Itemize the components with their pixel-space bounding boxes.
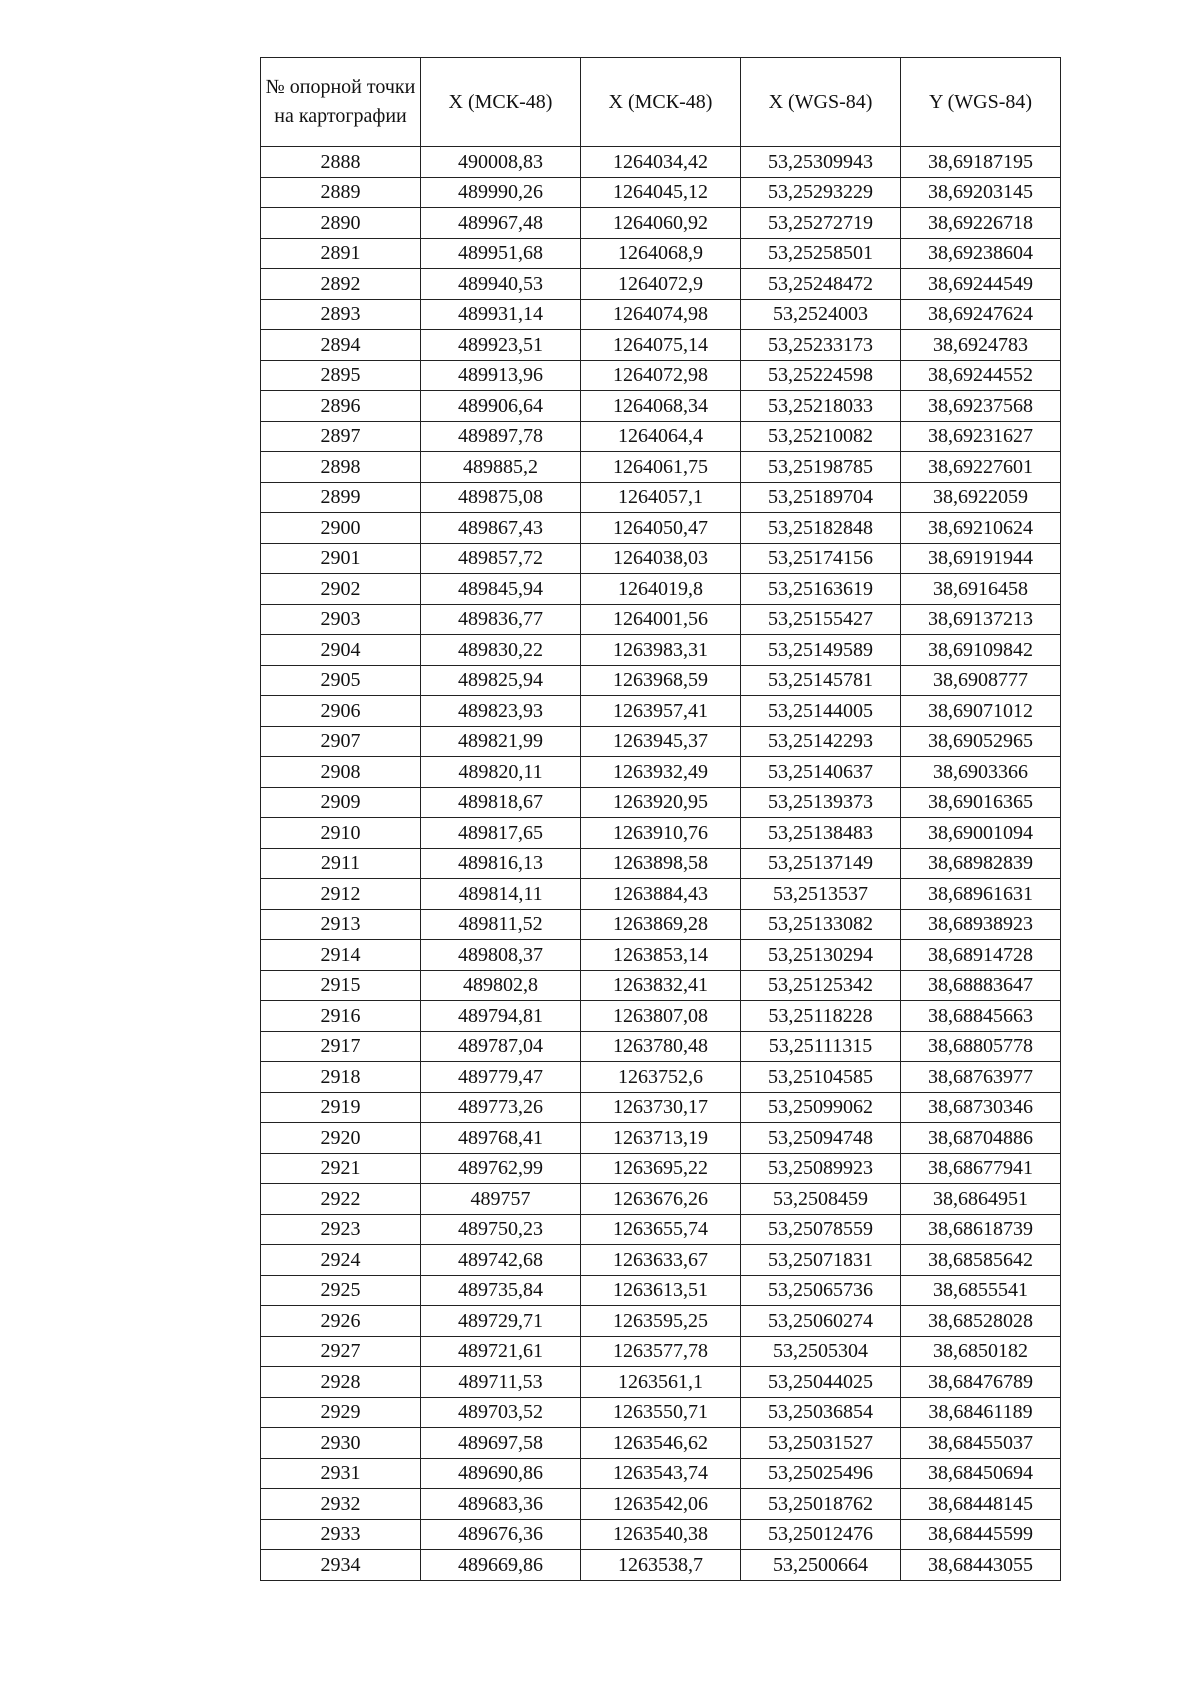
table-row: [261, 818, 1061, 849]
cell-x-msk48: 489951,68: [421, 238, 581, 269]
table-row: [261, 1245, 1061, 1276]
cell-point-number: 2908: [261, 757, 421, 788]
cell-x-msk48: 489794,81: [421, 1001, 581, 1032]
cell-x-wgs84: 53,25293229: [741, 177, 901, 208]
cell-x-msk48: 489817,65: [421, 818, 581, 849]
cell-x-msk48-second: 1263884,43: [581, 879, 741, 910]
cell-x-msk48: 489676,36: [421, 1519, 581, 1550]
cell-x-msk48: 490008,83: [421, 147, 581, 178]
cell-y-wgs84: 38,68982839: [901, 848, 1061, 879]
table-row: [261, 1489, 1061, 1520]
table-row: [261, 1306, 1061, 1337]
cell-x-msk48: 489885,2: [421, 452, 581, 483]
cell-x-msk48: 489990,26: [421, 177, 581, 208]
table-row: [261, 909, 1061, 940]
cell-y-wgs84: 38,68445599: [901, 1519, 1061, 1550]
cell-y-wgs84: 38,69247624: [901, 299, 1061, 330]
table-row: [261, 147, 1061, 178]
cell-x-msk48: 489923,51: [421, 330, 581, 361]
cell-x-msk48-second: 1263676,26: [581, 1184, 741, 1215]
cell-y-wgs84: 38,68455037: [901, 1428, 1061, 1459]
table-row: [261, 848, 1061, 879]
cell-point-number: 2919: [261, 1092, 421, 1123]
cell-y-wgs84: 38,6903366: [901, 757, 1061, 788]
cell-x-wgs84: 53,25174156: [741, 543, 901, 574]
cell-y-wgs84: 38,69052965: [901, 726, 1061, 757]
cell-x-wgs84: 53,25025496: [741, 1458, 901, 1489]
cell-point-number: 2915: [261, 970, 421, 1001]
cell-y-wgs84: 38,69016365: [901, 787, 1061, 818]
table-row: [261, 452, 1061, 483]
cell-x-msk48: 489779,47: [421, 1062, 581, 1093]
cell-point-number: 2888: [261, 147, 421, 178]
cell-x-msk48-second: 1263633,67: [581, 1245, 741, 1276]
cell-x-wgs84: 53,25224598: [741, 360, 901, 391]
cell-y-wgs84: 38,68528028: [901, 1306, 1061, 1337]
cell-point-number: 2921: [261, 1153, 421, 1184]
cell-x-msk48-second: 1263832,41: [581, 970, 741, 1001]
cell-y-wgs84: 38,69231627: [901, 421, 1061, 452]
table-row: [261, 1550, 1061, 1581]
cell-x-msk48: 489773,26: [421, 1092, 581, 1123]
cell-x-msk48-second: 1263550,71: [581, 1397, 741, 1428]
cell-x-wgs84: 53,25145781: [741, 665, 901, 696]
table-row: [261, 604, 1061, 635]
cell-x-wgs84: 53,25118228: [741, 1001, 901, 1032]
cell-point-number: 2930: [261, 1428, 421, 1459]
cell-x-msk48-second: 1264038,03: [581, 543, 741, 574]
cell-x-wgs84: 53,25099062: [741, 1092, 901, 1123]
cell-x-msk48-second: 1264072,98: [581, 360, 741, 391]
cell-x-wgs84: 53,25071831: [741, 1245, 901, 1276]
cell-point-number: 2901: [261, 543, 421, 574]
cell-x-msk48: 489906,64: [421, 391, 581, 422]
table-row: [261, 696, 1061, 727]
cell-x-msk48: 489967,48: [421, 208, 581, 239]
cell-point-number: 2893: [261, 299, 421, 330]
cell-x-msk48: 489913,96: [421, 360, 581, 391]
cell-y-wgs84: 38,69244552: [901, 360, 1061, 391]
cell-point-number: 2911: [261, 848, 421, 879]
table-row: [261, 177, 1061, 208]
cell-y-wgs84: 38,68585642: [901, 1245, 1061, 1276]
cell-y-wgs84: 38,6864951: [901, 1184, 1061, 1215]
cell-point-number: 2920: [261, 1123, 421, 1154]
cell-x-msk48-second: 1264075,14: [581, 330, 741, 361]
cell-x-msk48: 489820,11: [421, 757, 581, 788]
header-x-msk48-second: X (МСК-48): [581, 58, 741, 147]
cell-x-msk48-second: 1264034,42: [581, 147, 741, 178]
cell-y-wgs84: 38,68845663: [901, 1001, 1061, 1032]
table-row: [261, 1092, 1061, 1123]
cell-x-wgs84: 53,25144005: [741, 696, 901, 727]
cell-point-number: 2934: [261, 1550, 421, 1581]
cell-y-wgs84: 38,6922059: [901, 482, 1061, 513]
cell-x-wgs84: 53,25272719: [741, 208, 901, 239]
cell-x-msk48: 489762,99: [421, 1153, 581, 1184]
cell-point-number: 2906: [261, 696, 421, 727]
cell-point-number: 2900: [261, 513, 421, 544]
cell-x-wgs84: 53,2505304: [741, 1336, 901, 1367]
cell-x-msk48-second: 1263595,25: [581, 1306, 741, 1337]
cell-x-msk48-second: 1263613,51: [581, 1275, 741, 1306]
table-row: [261, 1184, 1061, 1215]
cell-y-wgs84: 38,69203145: [901, 177, 1061, 208]
table-row: [261, 1397, 1061, 1428]
cell-x-msk48: 489711,53: [421, 1367, 581, 1398]
cell-x-wgs84: 53,2524003: [741, 299, 901, 330]
cell-y-wgs84: 38,68448145: [901, 1489, 1061, 1520]
cell-x-msk48: 489757: [421, 1184, 581, 1215]
table-row: [261, 726, 1061, 757]
table-row: [261, 970, 1061, 1001]
cell-x-wgs84: 53,25094748: [741, 1123, 901, 1154]
table-row: [261, 1214, 1061, 1245]
cell-x-msk48: 489818,67: [421, 787, 581, 818]
cell-y-wgs84: 38,68938923: [901, 909, 1061, 940]
cell-x-wgs84: 53,25018762: [741, 1489, 901, 1520]
table-row: [261, 1367, 1061, 1398]
cell-point-number: 2932: [261, 1489, 421, 1520]
cell-y-wgs84: 38,69191944: [901, 543, 1061, 574]
cell-x-wgs84: 53,25149589: [741, 635, 901, 666]
cell-y-wgs84: 38,68805778: [901, 1031, 1061, 1062]
cell-point-number: 2907: [261, 726, 421, 757]
table-row: [261, 360, 1061, 391]
cell-y-wgs84: 38,68961631: [901, 879, 1061, 910]
cell-x-msk48-second: 1264061,75: [581, 452, 741, 483]
cell-x-msk48: 489768,41: [421, 1123, 581, 1154]
cell-x-msk48-second: 1264001,56: [581, 604, 741, 635]
cell-x-wgs84: 53,2500664: [741, 1550, 901, 1581]
cell-x-wgs84: 53,25044025: [741, 1367, 901, 1398]
table-row: [261, 1519, 1061, 1550]
cell-y-wgs84: 38,6855541: [901, 1275, 1061, 1306]
cell-x-msk48: 489697,58: [421, 1428, 581, 1459]
table-row: [261, 1336, 1061, 1367]
cell-point-number: 2896: [261, 391, 421, 422]
cell-x-msk48: 489931,14: [421, 299, 581, 330]
cell-y-wgs84: 38,6850182: [901, 1336, 1061, 1367]
table-row: [261, 1123, 1061, 1154]
cell-point-number: 2928: [261, 1367, 421, 1398]
cell-x-msk48-second: 1263853,14: [581, 940, 741, 971]
cell-point-number: 2933: [261, 1519, 421, 1550]
header-x-wgs84: X (WGS-84): [741, 58, 901, 147]
table-header: [261, 58, 1061, 147]
cell-y-wgs84: 38,68677941: [901, 1153, 1061, 1184]
cell-x-wgs84: 53,2508459: [741, 1184, 901, 1215]
table-row: [261, 940, 1061, 971]
cell-x-msk48: 489830,22: [421, 635, 581, 666]
cell-x-msk48: 489821,99: [421, 726, 581, 757]
cell-point-number: 2904: [261, 635, 421, 666]
cell-x-msk48: 489787,04: [421, 1031, 581, 1062]
cell-x-wgs84: 53,25142293: [741, 726, 901, 757]
table-row: [261, 543, 1061, 574]
table-row: [261, 1031, 1061, 1062]
cell-y-wgs84: 38,69071012: [901, 696, 1061, 727]
table-row: [261, 1001, 1061, 1032]
cell-x-wgs84: 53,25078559: [741, 1214, 901, 1245]
cell-point-number: 2925: [261, 1275, 421, 1306]
cell-point-number: 2892: [261, 269, 421, 300]
cell-x-msk48-second: 1263538,7: [581, 1550, 741, 1581]
cell-x-msk48-second: 1264064,4: [581, 421, 741, 452]
cell-y-wgs84: 38,69187195: [901, 147, 1061, 178]
cell-x-msk48-second: 1264045,12: [581, 177, 741, 208]
table-row: [261, 879, 1061, 910]
table-row: [261, 513, 1061, 544]
table-row: [261, 208, 1061, 239]
cell-x-msk48-second: 1264019,8: [581, 574, 741, 605]
cell-x-msk48: 489814,11: [421, 879, 581, 910]
cell-x-msk48-second: 1263713,19: [581, 1123, 741, 1154]
cell-x-msk48-second: 1263577,78: [581, 1336, 741, 1367]
cell-x-wgs84: 53,25133082: [741, 909, 901, 940]
cell-x-msk48: 489823,93: [421, 696, 581, 727]
cell-x-msk48: 489721,61: [421, 1336, 581, 1367]
table-row: [261, 391, 1061, 422]
cell-x-msk48: 489816,13: [421, 848, 581, 879]
cell-x-msk48: 489683,36: [421, 1489, 581, 1520]
table-row: [261, 635, 1061, 666]
table-row: [261, 1458, 1061, 1489]
cell-y-wgs84: 38,68450694: [901, 1458, 1061, 1489]
cell-x-wgs84: 53,2513537: [741, 879, 901, 910]
cell-y-wgs84: 38,6924783: [901, 330, 1061, 361]
cell-point-number: 2922: [261, 1184, 421, 1215]
cell-x-wgs84: 53,25104585: [741, 1062, 901, 1093]
cell-x-wgs84: 53,25036854: [741, 1397, 901, 1428]
cell-point-number: 2905: [261, 665, 421, 696]
cell-point-number: 2917: [261, 1031, 421, 1062]
cell-x-msk48-second: 1264057,1: [581, 482, 741, 513]
cell-y-wgs84: 38,69244549: [901, 269, 1061, 300]
cell-x-wgs84: 53,25060274: [741, 1306, 901, 1337]
table-row: [261, 421, 1061, 452]
cell-y-wgs84: 38,68730346: [901, 1092, 1061, 1123]
cell-y-wgs84: 38,68704886: [901, 1123, 1061, 1154]
cell-x-wgs84: 53,25233173: [741, 330, 901, 361]
cell-x-msk48-second: 1263920,95: [581, 787, 741, 818]
table-row: [261, 1062, 1061, 1093]
cell-x-wgs84: 53,25012476: [741, 1519, 901, 1550]
coordinates-table: [260, 57, 1061, 1581]
cell-x-msk48-second: 1264068,34: [581, 391, 741, 422]
cell-x-wgs84: 53,25139373: [741, 787, 901, 818]
cell-y-wgs84: 38,6908777: [901, 665, 1061, 696]
cell-point-number: 2890: [261, 208, 421, 239]
cell-point-number: 2918: [261, 1062, 421, 1093]
cell-x-wgs84: 53,25111315: [741, 1031, 901, 1062]
cell-x-wgs84: 53,25031527: [741, 1428, 901, 1459]
cell-x-wgs84: 53,25130294: [741, 940, 901, 971]
cell-x-wgs84: 53,25210082: [741, 421, 901, 452]
cell-x-msk48-second: 1263695,22: [581, 1153, 741, 1184]
cell-x-wgs84: 53,25189704: [741, 482, 901, 513]
cell-point-number: 2912: [261, 879, 421, 910]
cell-point-number: 2916: [261, 1001, 421, 1032]
cell-x-msk48: 489703,52: [421, 1397, 581, 1428]
cell-y-wgs84: 38,68763977: [901, 1062, 1061, 1093]
cell-x-msk48-second: 1263540,38: [581, 1519, 741, 1550]
table-row: [261, 1428, 1061, 1459]
cell-y-wgs84: 38,68476789: [901, 1367, 1061, 1398]
cell-x-msk48-second: 1263869,28: [581, 909, 741, 940]
cell-point-number: 2895: [261, 360, 421, 391]
cell-point-number: 2931: [261, 1458, 421, 1489]
cell-point-number: 2924: [261, 1245, 421, 1276]
cell-x-wgs84: 53,25138483: [741, 818, 901, 849]
cell-point-number: 2910: [261, 818, 421, 849]
cell-y-wgs84: 38,68461189: [901, 1397, 1061, 1428]
cell-x-wgs84: 53,25309943: [741, 147, 901, 178]
cell-x-msk48-second: 1264050,47: [581, 513, 741, 544]
cell-x-wgs84: 53,25125342: [741, 970, 901, 1001]
cell-x-msk48: 489940,53: [421, 269, 581, 300]
table-row: [261, 269, 1061, 300]
cell-x-msk48-second: 1263561,1: [581, 1367, 741, 1398]
cell-point-number: 2902: [261, 574, 421, 605]
header-point-number: № опорной точки на картографии: [261, 58, 421, 147]
cell-point-number: 2913: [261, 909, 421, 940]
cell-x-msk48-second: 1263898,58: [581, 848, 741, 879]
cell-point-number: 2898: [261, 452, 421, 483]
cell-x-msk48-second: 1263945,37: [581, 726, 741, 757]
cell-x-msk48: 489825,94: [421, 665, 581, 696]
table-row: [261, 1153, 1061, 1184]
cell-x-msk48: 489857,72: [421, 543, 581, 574]
cell-x-msk48-second: 1264060,92: [581, 208, 741, 239]
cell-point-number: 2899: [261, 482, 421, 513]
cell-x-wgs84: 53,25089923: [741, 1153, 901, 1184]
cell-x-msk48: 489845,94: [421, 574, 581, 605]
cell-x-msk48: 489811,52: [421, 909, 581, 940]
cell-x-msk48-second: 1263543,74: [581, 1458, 741, 1489]
cell-x-wgs84: 53,25065736: [741, 1275, 901, 1306]
table-row: [261, 238, 1061, 269]
cell-x-msk48: 489690,86: [421, 1458, 581, 1489]
cell-x-msk48: 489867,43: [421, 513, 581, 544]
cell-x-wgs84: 53,25140637: [741, 757, 901, 788]
cell-x-msk48-second: 1263730,17: [581, 1092, 741, 1123]
table-row: [261, 482, 1061, 513]
cell-x-wgs84: 53,25137149: [741, 848, 901, 879]
cell-point-number: 2903: [261, 604, 421, 635]
table-row: [261, 787, 1061, 818]
cell-x-wgs84: 53,25155427: [741, 604, 901, 635]
cell-x-msk48: 489802,8: [421, 970, 581, 1001]
cell-point-number: 2889: [261, 177, 421, 208]
cell-y-wgs84: 38,6916458: [901, 574, 1061, 605]
cell-point-number: 2923: [261, 1214, 421, 1245]
cell-x-msk48-second: 1264072,9: [581, 269, 741, 300]
cell-x-msk48-second: 1263957,41: [581, 696, 741, 727]
cell-x-msk48-second: 1263983,31: [581, 635, 741, 666]
cell-x-msk48-second: 1263780,48: [581, 1031, 741, 1062]
table-row: [261, 574, 1061, 605]
cell-y-wgs84: 38,69001094: [901, 818, 1061, 849]
cell-x-msk48: 489729,71: [421, 1306, 581, 1337]
cell-y-wgs84: 38,69238604: [901, 238, 1061, 269]
cell-point-number: 2909: [261, 787, 421, 818]
cell-x-msk48: 489897,78: [421, 421, 581, 452]
header-y-wgs84: Y (WGS-84): [901, 58, 1061, 147]
cell-x-wgs84: 53,25163619: [741, 574, 901, 605]
cell-x-wgs84: 53,25248472: [741, 269, 901, 300]
cell-y-wgs84: 38,68914728: [901, 940, 1061, 971]
cell-point-number: 2929: [261, 1397, 421, 1428]
cell-point-number: 2914: [261, 940, 421, 971]
cell-x-msk48-second: 1263752,6: [581, 1062, 741, 1093]
cell-x-wgs84: 53,25182848: [741, 513, 901, 544]
cell-x-msk48: 489735,84: [421, 1275, 581, 1306]
table-row: [261, 330, 1061, 361]
cell-x-msk48: 489875,08: [421, 482, 581, 513]
cell-x-msk48: 489742,68: [421, 1245, 581, 1276]
cell-x-msk48-second: 1263542,06: [581, 1489, 741, 1520]
table-row: [261, 665, 1061, 696]
cell-x-msk48: 489808,37: [421, 940, 581, 971]
cell-x-msk48: 489836,77: [421, 604, 581, 635]
header-row: [261, 58, 1061, 147]
cell-point-number: 2891: [261, 238, 421, 269]
cell-x-msk48-second: 1263807,08: [581, 1001, 741, 1032]
table-row: [261, 299, 1061, 330]
cell-y-wgs84: 38,69226718: [901, 208, 1061, 239]
cell-x-msk48-second: 1263546,62: [581, 1428, 741, 1459]
cell-x-msk48-second: 1264074,98: [581, 299, 741, 330]
cell-point-number: 2897: [261, 421, 421, 452]
cell-y-wgs84: 38,68883647: [901, 970, 1061, 1001]
cell-x-msk48-second: 1263968,59: [581, 665, 741, 696]
table-row: [261, 1275, 1061, 1306]
cell-x-msk48-second: 1264068,9: [581, 238, 741, 269]
cell-x-msk48-second: 1263655,74: [581, 1214, 741, 1245]
cell-y-wgs84: 38,69109842: [901, 635, 1061, 666]
cell-point-number: 2894: [261, 330, 421, 361]
cell-point-number: 2927: [261, 1336, 421, 1367]
cell-x-msk48: 489669,86: [421, 1550, 581, 1581]
table-row: [261, 757, 1061, 788]
cell-y-wgs84: 38,68443055: [901, 1550, 1061, 1581]
cell-x-wgs84: 53,25198785: [741, 452, 901, 483]
cell-x-msk48: 489750,23: [421, 1214, 581, 1245]
table-body: [261, 147, 1061, 1581]
cell-x-msk48-second: 1263910,76: [581, 818, 741, 849]
cell-x-wgs84: 53,25218033: [741, 391, 901, 422]
cell-y-wgs84: 38,69237568: [901, 391, 1061, 422]
cell-point-number: 2926: [261, 1306, 421, 1337]
cell-x-msk48-second: 1263932,49: [581, 757, 741, 788]
cell-y-wgs84: 38,69227601: [901, 452, 1061, 483]
cell-y-wgs84: 38,69210624: [901, 513, 1061, 544]
cell-y-wgs84: 38,69137213: [901, 604, 1061, 635]
header-x-msk48: X (МСК-48): [421, 58, 581, 147]
cell-x-wgs84: 53,25258501: [741, 238, 901, 269]
cell-y-wgs84: 38,68618739: [901, 1214, 1061, 1245]
